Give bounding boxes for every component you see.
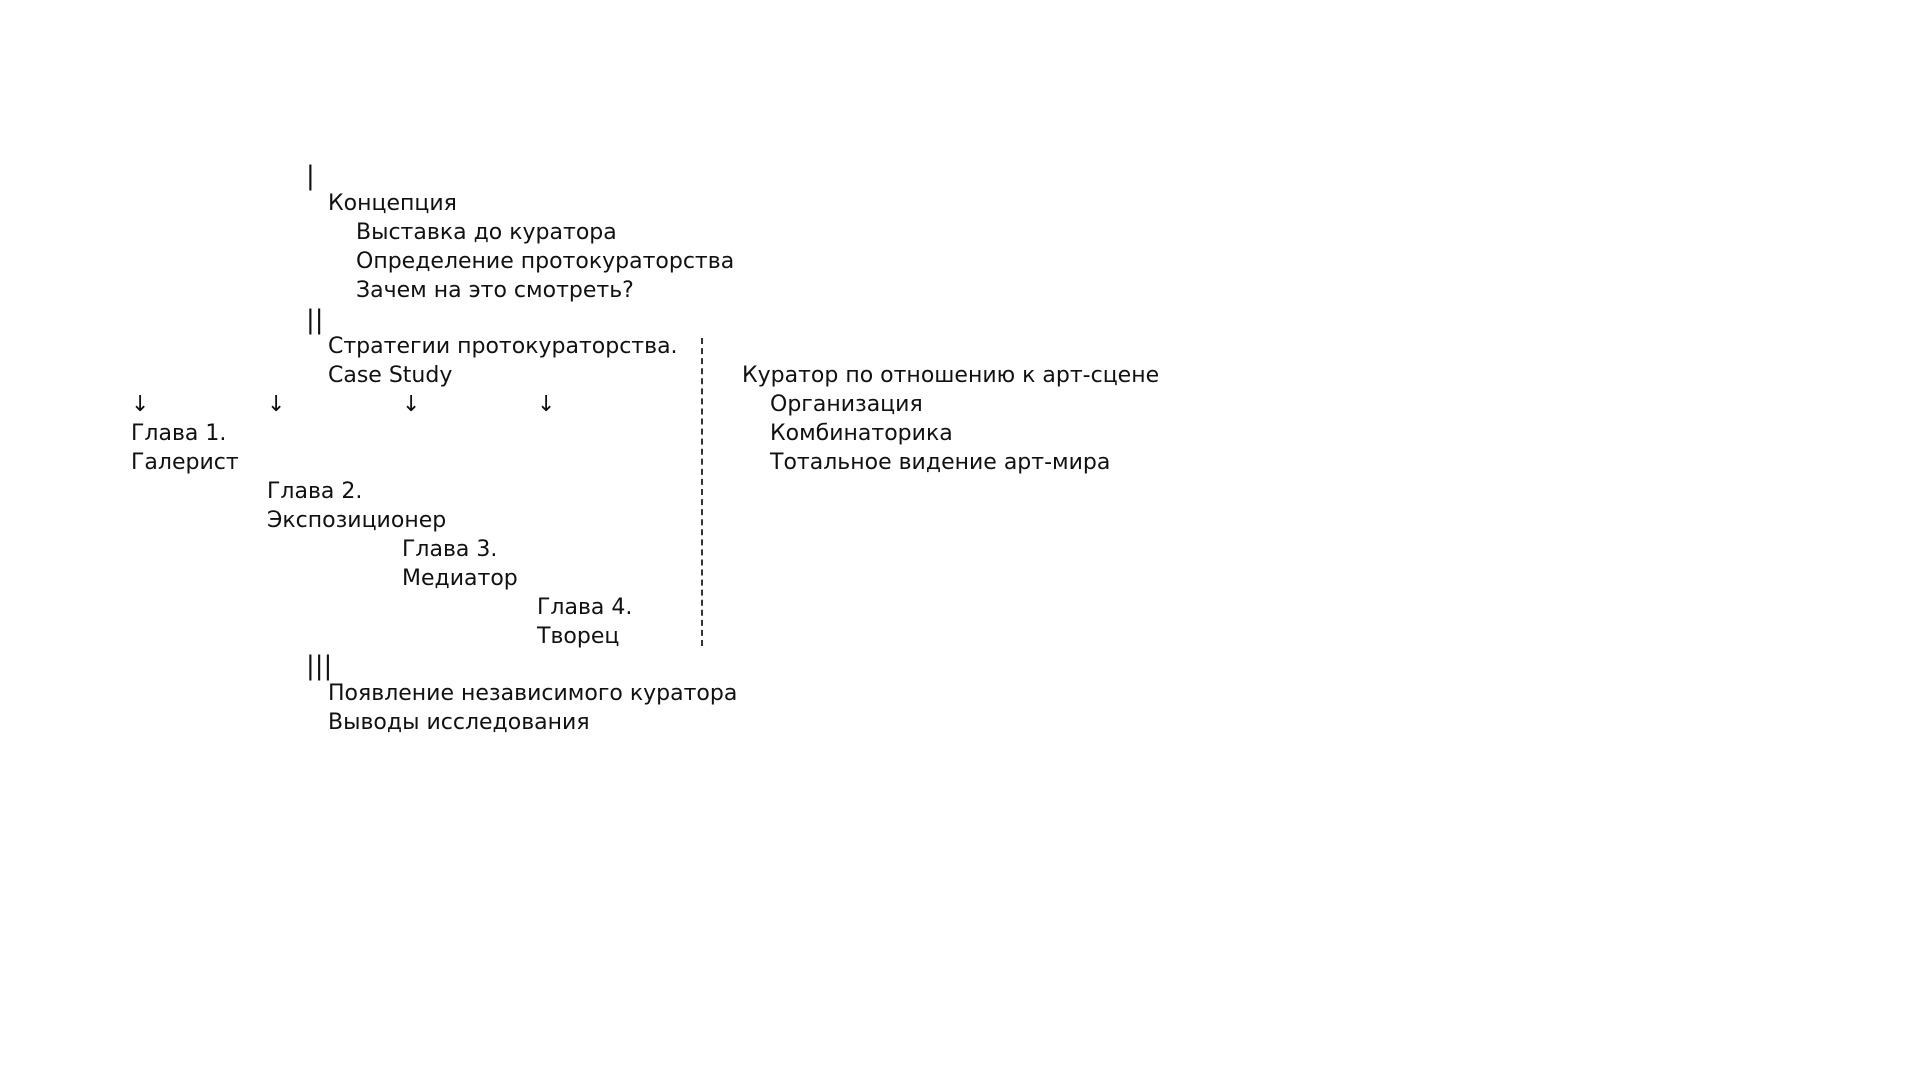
side-title: Куратор по отношению к арт-сцене (742, 363, 1160, 388)
section-two-numeral: || (306, 305, 324, 335)
section-one-item: Зачем на это смотреть? (356, 278, 634, 303)
chapter-1-name: Галерист (131, 450, 239, 475)
arrow-down-icon: ↓ (267, 392, 286, 417)
side-item: Комбинаторика (770, 421, 953, 446)
side-item: Тотальное видение арт-мира (770, 450, 1111, 475)
section-three-line: Появление независимого куратора (328, 681, 738, 706)
section-one-numeral: | (306, 161, 315, 191)
section-three-line: Выводы исследования (328, 710, 590, 735)
arrow-down-icon: ↓ (402, 392, 421, 417)
arrow-down-icon: ↓ (537, 392, 556, 417)
chapter-4-number: Глава 4. (537, 595, 633, 620)
dashed-divider (701, 338, 703, 646)
chapter-4-name: Творец (537, 624, 620, 649)
section-one-item: Выставка до куратора (356, 220, 617, 245)
section-one-item: Определение протокураторства (356, 249, 735, 274)
section-two-subtitle: Case Study (328, 363, 453, 388)
side-item: Организация (770, 392, 923, 417)
section-two-title: Стратегии протокураторства. (328, 334, 678, 359)
chapter-3-name: Медиатор (402, 566, 518, 591)
chapter-2-name: Экспозиционер (267, 508, 447, 533)
section-one-title: Концепция (328, 191, 457, 216)
chapter-3-number: Глава 3. (402, 537, 498, 562)
chapter-1-number: Глава 1. (131, 421, 227, 446)
chapter-2-number: Глава 2. (267, 479, 363, 504)
section-three-numeral: ||| (306, 651, 333, 681)
arrow-down-icon: ↓ (131, 392, 150, 417)
